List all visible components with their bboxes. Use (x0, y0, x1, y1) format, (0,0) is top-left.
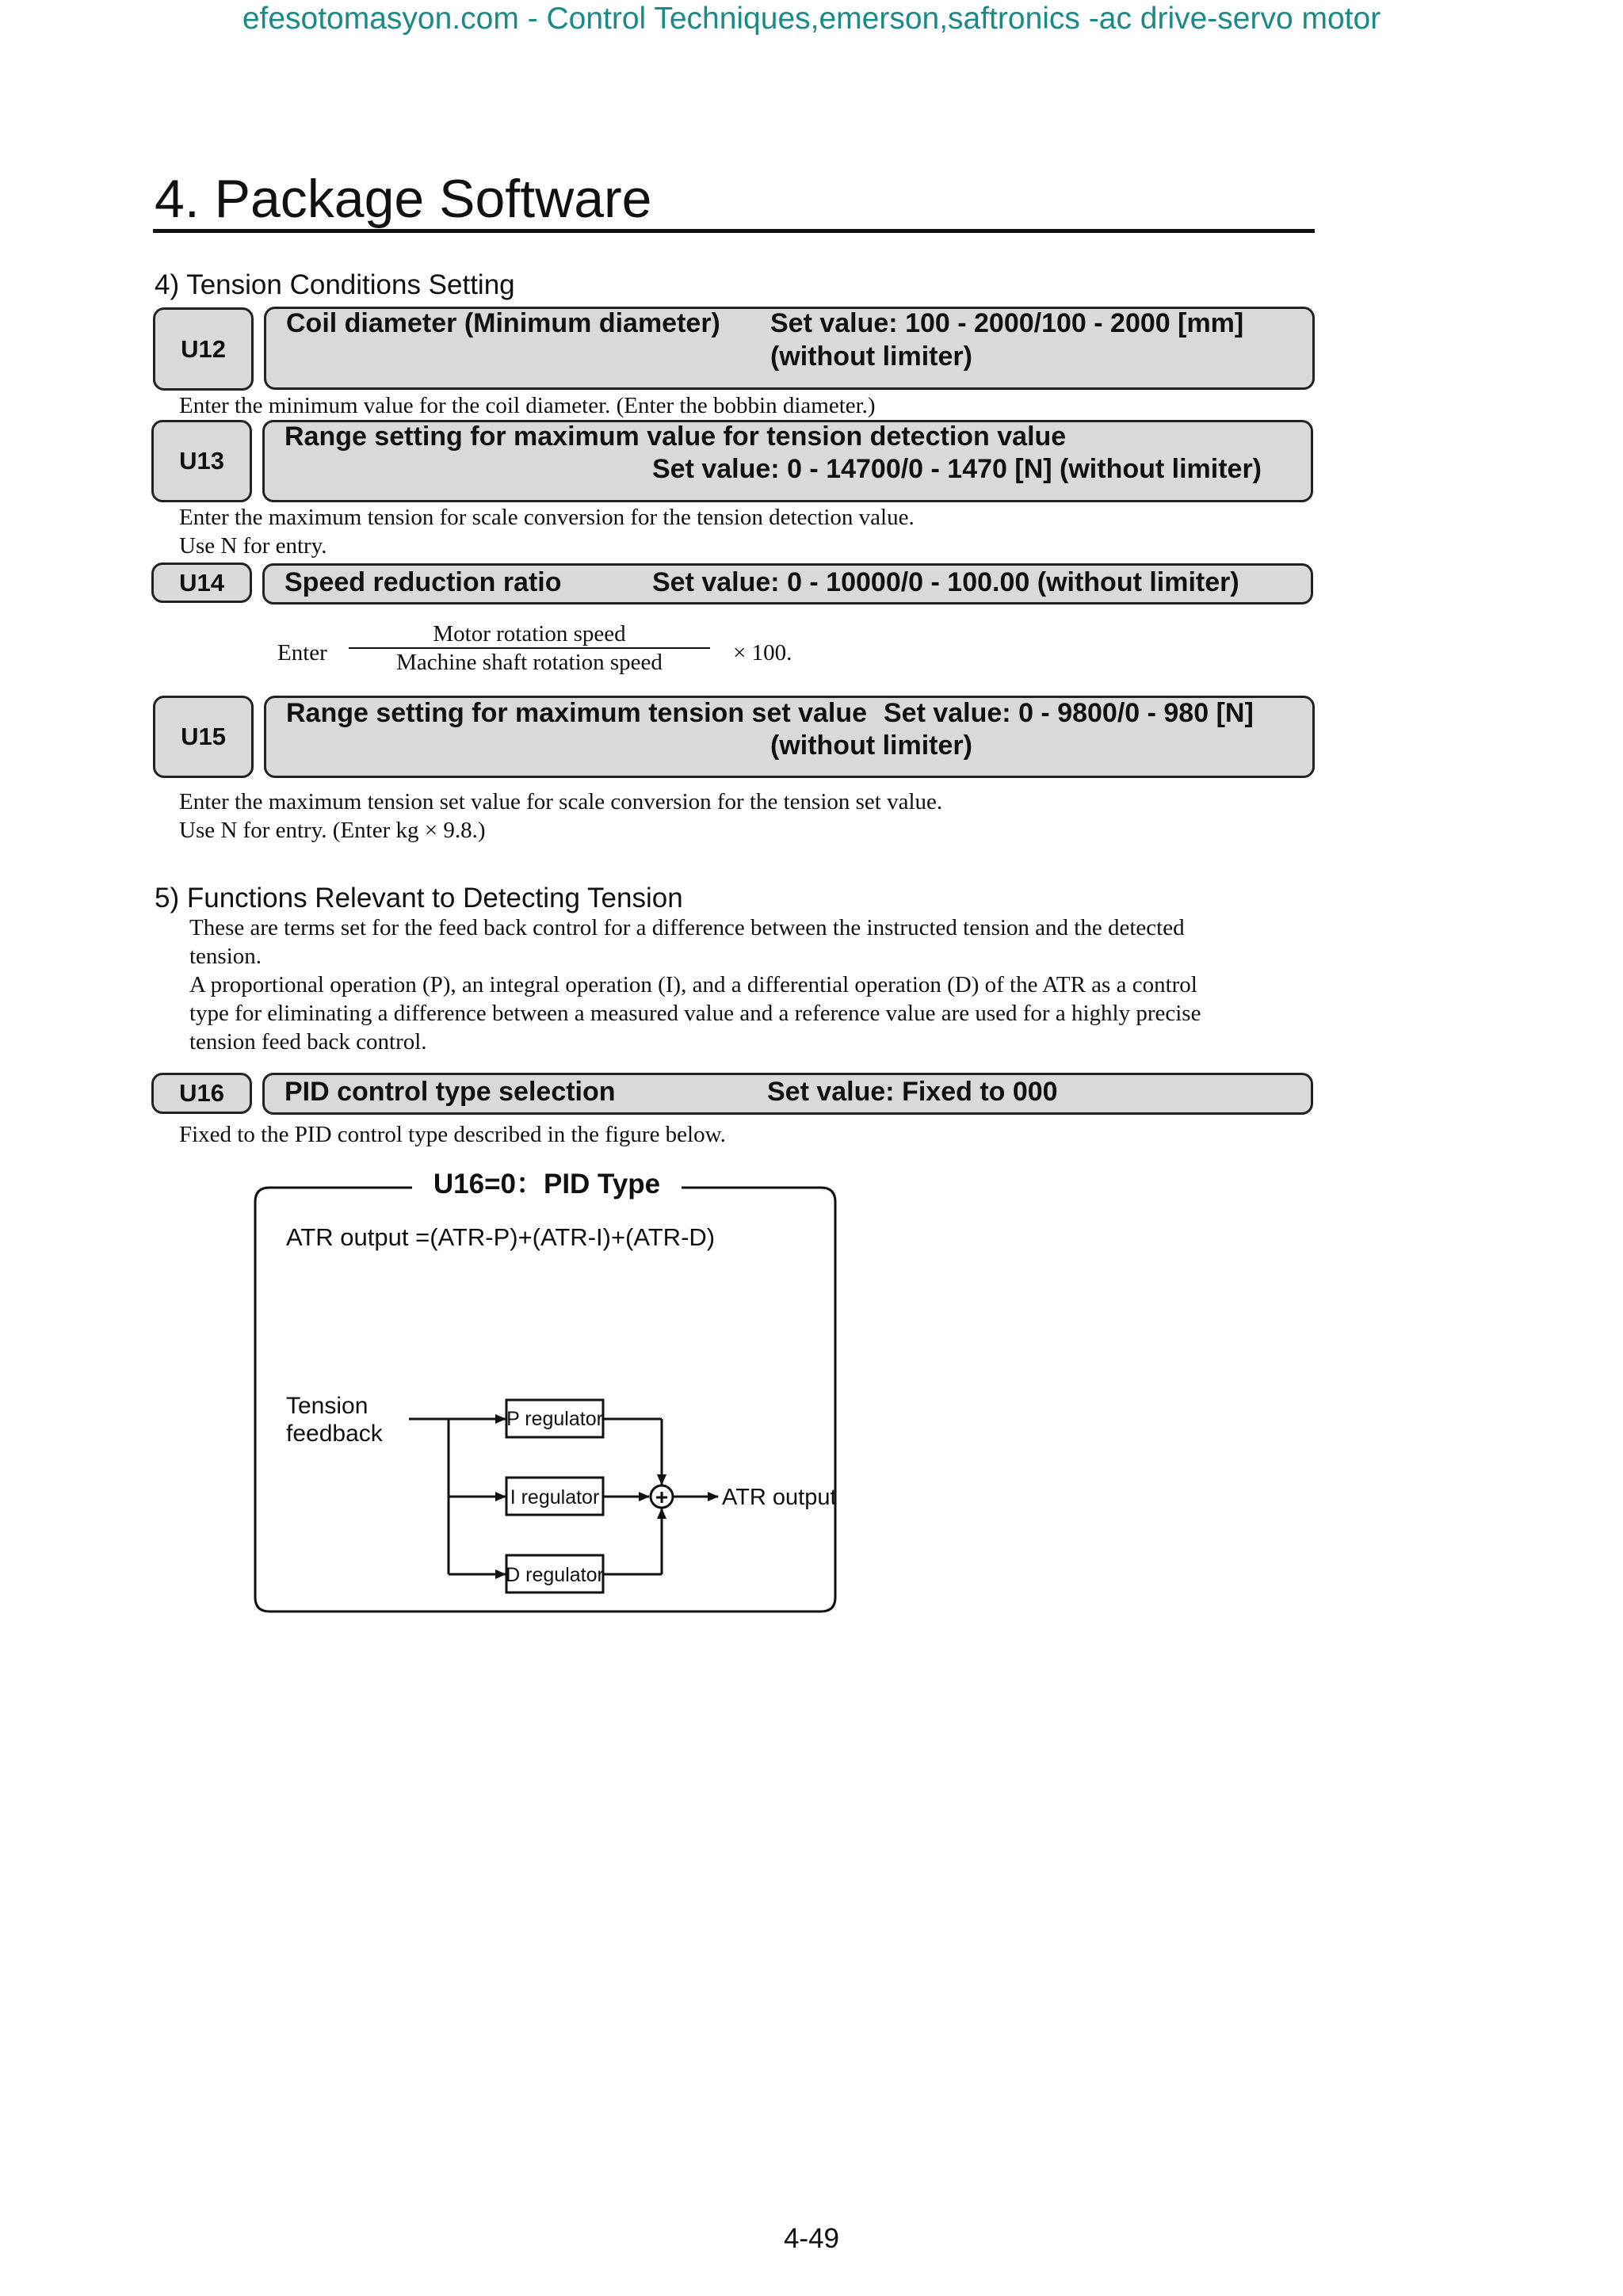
tension-feedback-label-1: Tension (286, 1393, 369, 1419)
u14-name: Speed reduction ratio (285, 567, 562, 597)
para-1-line-2: tension. (189, 944, 262, 969)
u16-code: U16 (179, 1079, 224, 1107)
u15-code: U15 (181, 723, 226, 750)
u15-set-value: Set value: 0 - 9800/0 - 980 [N] (884, 698, 1254, 728)
u16-name: PID control type selection (285, 1077, 616, 1107)
tension-feedback-label-2: feedback (286, 1421, 383, 1447)
para-2-line-3: tension feed back control. (189, 1029, 427, 1055)
para-2-line-2: type for eliminating a difference between a measured value and a reference value are used for a highly precise (189, 1001, 1201, 1026)
section-5-heading: 5) Functions Relevant to Detecting Tension (155, 883, 683, 913)
diagram-formula: ATR output =(ATR-P)+(ATR-I)+(ATR-D) (286, 1223, 716, 1251)
section-4-heading: 4) Tension Conditions Setting (155, 269, 515, 300)
u12-set-value: Set value: 100 - 2000/100 - 2000 [mm] (770, 308, 1244, 338)
u15-description-2: Use N for entry. (Enter kg × 9.8.) (179, 818, 486, 843)
page-title: 4. Package Software (155, 169, 652, 229)
u15-limiter: (without limiter) (770, 730, 972, 761)
d-regulator-label: D regulator (506, 1564, 604, 1586)
u12-description: Enter the minimum value for the coil diameter. (Enter the bobbin diameter.) (179, 393, 876, 418)
formula-denominator: Machine shaft rotation speed (396, 650, 663, 675)
u14-set-value: Set value: 0 - 10000/0 - 100.00 (without limiter) (652, 567, 1239, 597)
formula-numerator: Motor rotation speed (433, 621, 626, 646)
para-1-line-1: These are terms set for the feed back control for a difference between the instructed tension and the detected (189, 915, 1185, 940)
formula-multiplier: × 100. (733, 640, 792, 666)
u15-name: Range setting for maximum tension set value (286, 698, 868, 728)
u13-name: Range setting for maximum value for tension detection value (285, 421, 1067, 452)
u12-limiter: (without limiter) (770, 341, 972, 372)
u12-name: Coil diameter (Minimum diameter) (286, 308, 720, 338)
u16-description: Fixed to the PID control type described in the figure below. (179, 1122, 726, 1147)
u16-set-value: Set value: Fixed to 000 (767, 1077, 1058, 1107)
u12-code: U12 (181, 334, 226, 363)
u13-code: U13 (179, 447, 224, 475)
page-number: 4-49 (783, 2223, 840, 2254)
u14-code: U14 (179, 568, 224, 597)
header-banner: efesotomasyon.com - Control Techniques,emerson,saftronics -ac drive-servo motor (242, 2, 1381, 36)
formula-enter-label: Enter (277, 640, 327, 666)
para-2-line-1: A proportional operation (P), an integral operation (I), and a differential operation (D) of the ATR as a control (189, 972, 1197, 997)
i-regulator-label: I regulator (510, 1486, 600, 1508)
summing-junction-symbol: + (655, 1485, 669, 1509)
u13-set-value: Set value: 0 - 14700/0 - 1470 [N] (without limiter) (652, 454, 1262, 484)
p-regulator-label: P regulator (506, 1408, 603, 1430)
diagram-title: U16=0：PID Type (433, 1169, 661, 1199)
u13-description-2: Use N for entry. (179, 533, 327, 559)
u13-description-1: Enter the maximum tension for scale conversion for the tension detection value. (179, 505, 915, 530)
u15-description-1: Enter the maximum tension set value for scale conversion for the tension set value. (179, 789, 943, 814)
atr-output-label: ATR output (722, 1485, 837, 1510)
